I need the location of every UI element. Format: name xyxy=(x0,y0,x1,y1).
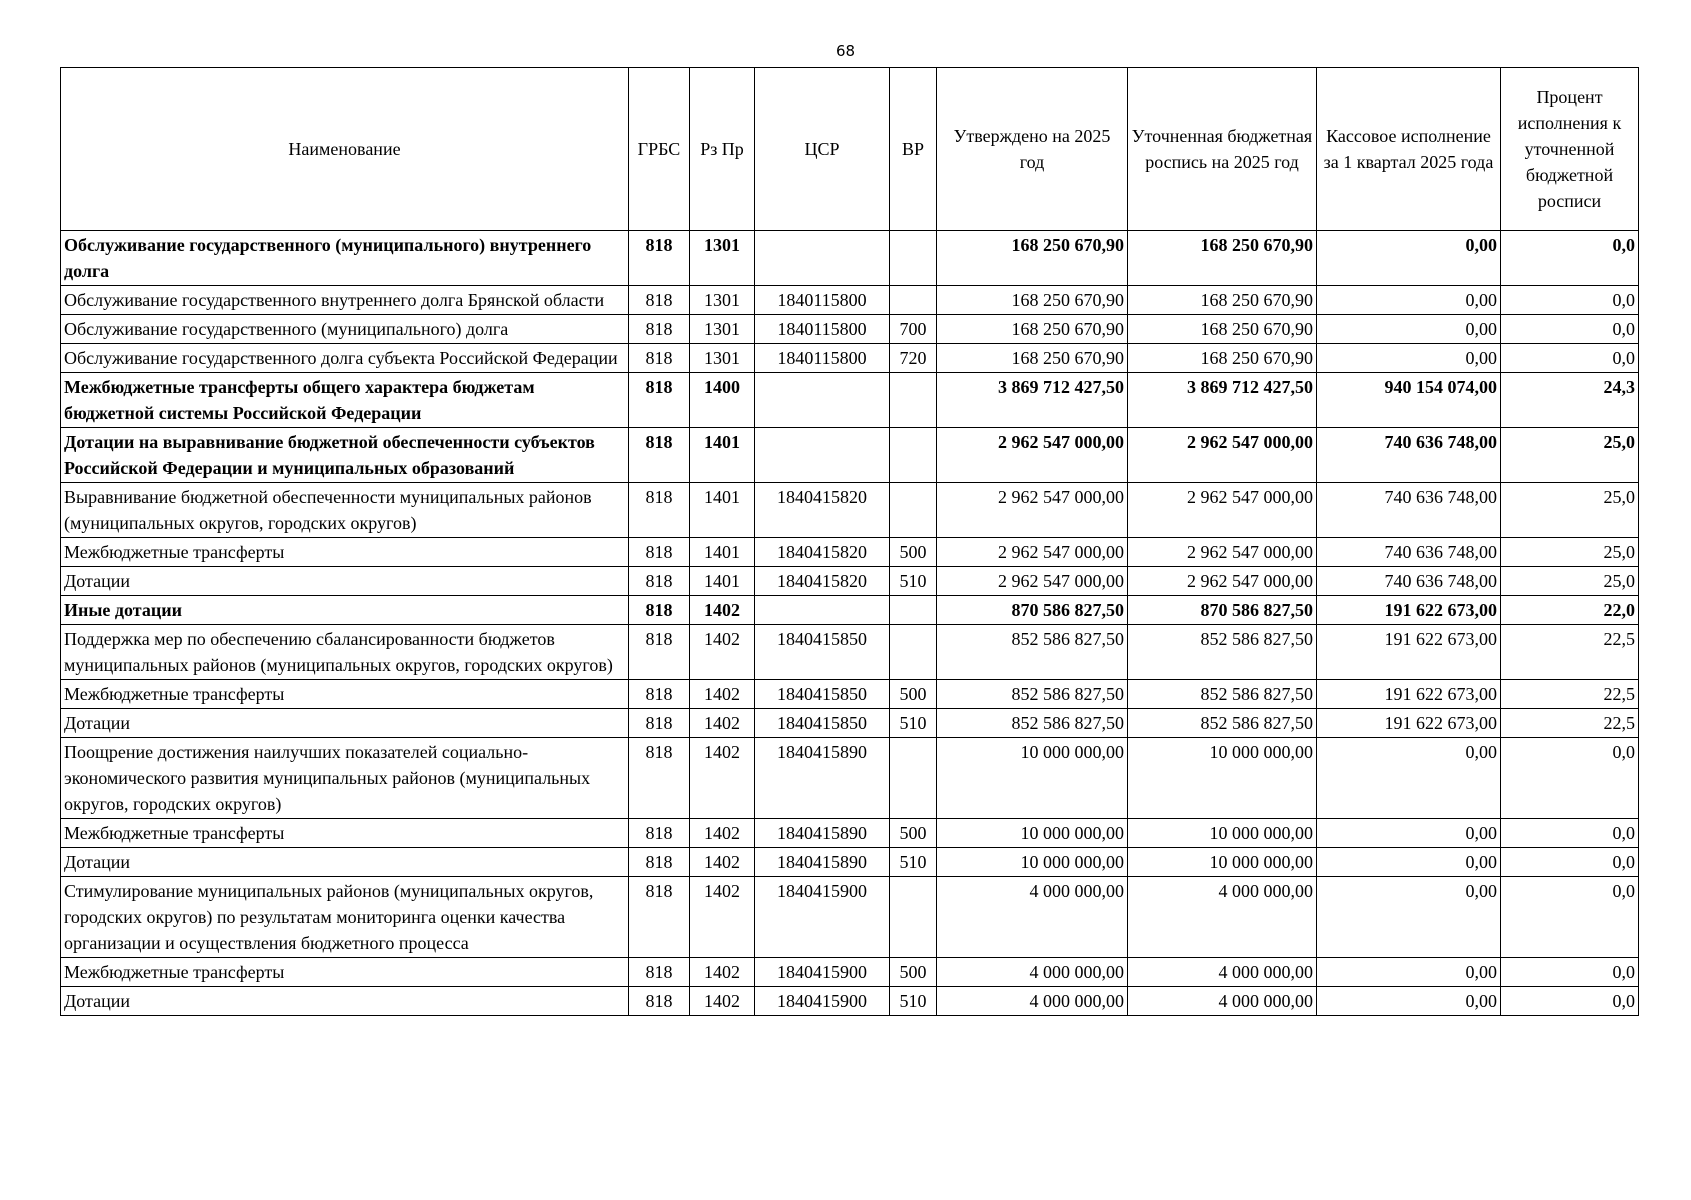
row-name: Дотации xyxy=(61,848,629,877)
row-approved: 2 962 547 000,00 xyxy=(937,428,1128,483)
row-grbs: 818 xyxy=(629,987,690,1016)
row-grbs: 818 xyxy=(629,567,690,596)
row-grbs: 818 xyxy=(629,709,690,738)
table-row xyxy=(61,709,1639,738)
row-rzpr: 1401 xyxy=(690,567,755,596)
row-name: Поощрение достижения наилучших показателей социально-экономического развития муниципальных районов (муниципальных округов, городских округов) xyxy=(61,738,629,819)
row-csr: 1840415850 xyxy=(755,709,890,738)
row-csr: 1840415850 xyxy=(755,625,890,680)
row-percent: 25,0 xyxy=(1501,428,1639,483)
row-revised: 10 000 000,00 xyxy=(1128,819,1317,848)
table-row xyxy=(61,625,1639,680)
row-cash-execution: 740 636 748,00 xyxy=(1317,567,1501,596)
table-row xyxy=(61,987,1639,1016)
row-revised: 2 962 547 000,00 xyxy=(1128,428,1317,483)
row-revised: 2 962 547 000,00 xyxy=(1128,567,1317,596)
row-approved: 2 962 547 000,00 xyxy=(937,538,1128,567)
row-name: Поддержка мер по обеспечению сбалансированности бюджетов муниципальных районов (муниципальных округов, городских округов) xyxy=(61,625,629,680)
row-grbs: 818 xyxy=(629,483,690,538)
row-rzpr: 1401 xyxy=(690,483,755,538)
row-percent: 0,0 xyxy=(1501,848,1639,877)
row-vr: 500 xyxy=(890,958,937,987)
table-row xyxy=(61,567,1639,596)
row-cash-execution: 191 622 673,00 xyxy=(1317,596,1501,625)
row-csr: 1840115800 xyxy=(755,315,890,344)
row-name: Иные дотации xyxy=(61,596,629,625)
row-revised: 870 586 827,50 xyxy=(1128,596,1317,625)
row-cash-execution: 0,00 xyxy=(1317,315,1501,344)
row-rzpr: 1402 xyxy=(690,596,755,625)
row-percent: 22,5 xyxy=(1501,625,1639,680)
table-row xyxy=(61,848,1639,877)
row-csr xyxy=(755,596,890,625)
row-revised: 168 250 670,90 xyxy=(1128,344,1317,373)
table-row xyxy=(61,680,1639,709)
row-rzpr: 1402 xyxy=(690,819,755,848)
row-cash-execution: 0,00 xyxy=(1317,344,1501,373)
row-rzpr: 1301 xyxy=(690,315,755,344)
page-number: 68 xyxy=(835,42,856,60)
row-grbs: 818 xyxy=(629,428,690,483)
row-vr xyxy=(890,286,937,315)
budget-execution-table xyxy=(60,67,1639,1016)
row-revised: 852 586 827,50 xyxy=(1128,709,1317,738)
header-revised: Уточненная бюджетная роспись на 2025 год xyxy=(1128,68,1317,231)
row-vr: 510 xyxy=(890,709,937,738)
row-percent: 0,0 xyxy=(1501,958,1639,987)
header-csr: ЦСР xyxy=(755,68,890,231)
row-vr xyxy=(890,877,937,958)
row-approved: 4 000 000,00 xyxy=(937,958,1128,987)
row-csr xyxy=(755,373,890,428)
row-percent: 0,0 xyxy=(1501,315,1639,344)
row-rzpr: 1402 xyxy=(690,625,755,680)
row-cash-execution: 0,00 xyxy=(1317,286,1501,315)
row-cash-execution: 940 154 074,00 xyxy=(1317,373,1501,428)
row-cash-execution: 0,00 xyxy=(1317,848,1501,877)
table-row xyxy=(61,538,1639,567)
row-grbs: 818 xyxy=(629,958,690,987)
row-percent: 25,0 xyxy=(1501,538,1639,567)
header-approved: Утверждено на 2025 год xyxy=(937,68,1128,231)
row-vr xyxy=(890,596,937,625)
row-percent: 0,0 xyxy=(1501,877,1639,958)
row-csr: 1840415900 xyxy=(755,987,890,1016)
row-approved: 852 586 827,50 xyxy=(937,680,1128,709)
row-rzpr: 1401 xyxy=(690,428,755,483)
row-name: Межбюджетные трансферты xyxy=(61,680,629,709)
row-cash-execution: 191 622 673,00 xyxy=(1317,680,1501,709)
row-rzpr: 1402 xyxy=(690,738,755,819)
row-cash-execution: 0,00 xyxy=(1317,819,1501,848)
header-vr: ВР xyxy=(890,68,937,231)
row-cash-execution: 0,00 xyxy=(1317,877,1501,958)
row-percent: 0,0 xyxy=(1501,231,1639,286)
header-name: Наименование xyxy=(61,68,629,231)
row-rzpr: 1402 xyxy=(690,958,755,987)
table-row xyxy=(61,344,1639,373)
row-revised: 168 250 670,90 xyxy=(1128,231,1317,286)
row-name: Дотации xyxy=(61,987,629,1016)
row-name: Межбюджетные трансферты xyxy=(61,538,629,567)
row-revised: 10 000 000,00 xyxy=(1128,738,1317,819)
row-name: Обслуживание государственного (муниципального) внутреннего долга xyxy=(61,231,629,286)
row-name: Выравнивание бюджетной обеспеченности муниципальных районов (муниципальных округов, городских округов) xyxy=(61,483,629,538)
row-vr: 510 xyxy=(890,987,937,1016)
row-rzpr: 1402 xyxy=(690,987,755,1016)
row-csr: 1840415820 xyxy=(755,483,890,538)
row-rzpr: 1402 xyxy=(690,877,755,958)
row-vr: 720 xyxy=(890,344,937,373)
table-body xyxy=(61,231,1639,1016)
row-name: Межбюджетные трансферты общего характера бюджетам бюджетной системы Российской Федерации xyxy=(61,373,629,428)
row-csr: 1840415890 xyxy=(755,738,890,819)
table-row xyxy=(61,819,1639,848)
table-row xyxy=(61,286,1639,315)
row-grbs: 818 xyxy=(629,877,690,958)
row-cash-execution: 0,00 xyxy=(1317,231,1501,286)
row-revised: 2 962 547 000,00 xyxy=(1128,538,1317,567)
table-row xyxy=(61,483,1639,538)
table-header-row xyxy=(61,68,1639,231)
row-vr: 510 xyxy=(890,567,937,596)
table-row xyxy=(61,738,1639,819)
row-approved: 4 000 000,00 xyxy=(937,877,1128,958)
row-percent: 25,0 xyxy=(1501,567,1639,596)
row-revised: 4 000 000,00 xyxy=(1128,958,1317,987)
header-cash-execution: Кассовое исполнение за 1 квартал 2025 года xyxy=(1317,68,1501,231)
row-approved: 3 869 712 427,50 xyxy=(937,373,1128,428)
row-rzpr: 1402 xyxy=(690,680,755,709)
table-row xyxy=(61,315,1639,344)
row-vr: 500 xyxy=(890,538,937,567)
row-cash-execution: 740 636 748,00 xyxy=(1317,538,1501,567)
row-approved: 870 586 827,50 xyxy=(937,596,1128,625)
row-csr: 1840115800 xyxy=(755,286,890,315)
row-grbs: 818 xyxy=(629,625,690,680)
row-vr xyxy=(890,373,937,428)
row-grbs: 818 xyxy=(629,315,690,344)
row-approved: 852 586 827,50 xyxy=(937,625,1128,680)
row-csr: 1840415900 xyxy=(755,877,890,958)
row-percent: 0,0 xyxy=(1501,286,1639,315)
row-vr xyxy=(890,738,937,819)
row-name: Межбюджетные трансферты xyxy=(61,819,629,848)
header-grbs: ГРБС xyxy=(629,68,690,231)
table-row xyxy=(61,958,1639,987)
row-revised: 3 869 712 427,50 xyxy=(1128,373,1317,428)
row-grbs: 818 xyxy=(629,848,690,877)
row-grbs: 818 xyxy=(629,738,690,819)
row-csr xyxy=(755,428,890,483)
row-csr: 1840415890 xyxy=(755,848,890,877)
row-cash-execution: 0,00 xyxy=(1317,958,1501,987)
row-grbs: 818 xyxy=(629,538,690,567)
row-revised: 2 962 547 000,00 xyxy=(1128,483,1317,538)
row-percent: 22,5 xyxy=(1501,709,1639,738)
row-vr xyxy=(890,483,937,538)
row-vr xyxy=(890,625,937,680)
row-revised: 4 000 000,00 xyxy=(1128,877,1317,958)
header-rzpr: Рз Пр xyxy=(690,68,755,231)
row-vr: 500 xyxy=(890,680,937,709)
row-percent: 0,0 xyxy=(1501,738,1639,819)
row-revised: 168 250 670,90 xyxy=(1128,315,1317,344)
row-grbs: 818 xyxy=(629,819,690,848)
row-cash-execution: 191 622 673,00 xyxy=(1317,709,1501,738)
row-grbs: 818 xyxy=(629,373,690,428)
row-revised: 852 586 827,50 xyxy=(1128,625,1317,680)
table-row xyxy=(61,231,1639,286)
row-rzpr: 1401 xyxy=(690,538,755,567)
row-name: Дотации на выравнивание бюджетной обеспеченности субъектов Российской Федерации и муниципальных образований xyxy=(61,428,629,483)
row-percent: 22,5 xyxy=(1501,680,1639,709)
table-row xyxy=(61,428,1639,483)
row-rzpr: 1402 xyxy=(690,848,755,877)
row-name: Обслуживание государственного (муниципального) долга xyxy=(61,315,629,344)
row-vr xyxy=(890,231,937,286)
row-csr: 1840415890 xyxy=(755,819,890,848)
row-approved: 852 586 827,50 xyxy=(937,709,1128,738)
table-row xyxy=(61,596,1639,625)
row-grbs: 818 xyxy=(629,596,690,625)
row-approved: 168 250 670,90 xyxy=(937,231,1128,286)
row-approved: 168 250 670,90 xyxy=(937,344,1128,373)
row-revised: 852 586 827,50 xyxy=(1128,680,1317,709)
row-percent: 0,0 xyxy=(1501,344,1639,373)
row-percent: 24,3 xyxy=(1501,373,1639,428)
row-vr: 500 xyxy=(890,819,937,848)
row-cash-execution: 740 636 748,00 xyxy=(1317,428,1501,483)
row-name: Межбюджетные трансферты xyxy=(61,958,629,987)
table-row xyxy=(61,373,1639,428)
row-grbs: 818 xyxy=(629,344,690,373)
row-percent: 22,0 xyxy=(1501,596,1639,625)
row-approved: 168 250 670,90 xyxy=(937,315,1128,344)
row-cash-execution: 740 636 748,00 xyxy=(1317,483,1501,538)
row-csr: 1840415820 xyxy=(755,567,890,596)
row-revised: 4 000 000,00 xyxy=(1128,987,1317,1016)
row-revised: 168 250 670,90 xyxy=(1128,286,1317,315)
header-execution-percent: Процент исполнения к уточненной бюджетной росписи xyxy=(1501,68,1639,231)
row-csr xyxy=(755,231,890,286)
row-name: Дотации xyxy=(61,709,629,738)
row-percent: 25,0 xyxy=(1501,483,1639,538)
row-csr: 1840415820 xyxy=(755,538,890,567)
row-cash-execution: 191 622 673,00 xyxy=(1317,625,1501,680)
row-revised: 10 000 000,00 xyxy=(1128,848,1317,877)
row-percent: 0,0 xyxy=(1501,987,1639,1016)
row-approved: 10 000 000,00 xyxy=(937,819,1128,848)
row-rzpr: 1301 xyxy=(690,286,755,315)
row-approved: 2 962 547 000,00 xyxy=(937,483,1128,538)
row-percent: 0,0 xyxy=(1501,819,1639,848)
row-rzpr: 1400 xyxy=(690,373,755,428)
row-name: Стимулирование муниципальных районов (муниципальных округов, городских округов) по результатам мониторинга оценки качества организации и осуществления бюджетного процесса xyxy=(61,877,629,958)
row-rzpr: 1301 xyxy=(690,231,755,286)
row-approved: 10 000 000,00 xyxy=(937,848,1128,877)
row-csr: 1840415850 xyxy=(755,680,890,709)
row-vr xyxy=(890,428,937,483)
row-approved: 4 000 000,00 xyxy=(937,987,1128,1016)
row-name: Обслуживание государственного внутреннего долга Брянской области xyxy=(61,286,629,315)
table-row xyxy=(61,877,1639,958)
row-cash-execution: 0,00 xyxy=(1317,987,1501,1016)
row-vr: 700 xyxy=(890,315,937,344)
row-grbs: 818 xyxy=(629,231,690,286)
row-grbs: 818 xyxy=(629,286,690,315)
row-cash-execution: 0,00 xyxy=(1317,738,1501,819)
row-csr: 1840115800 xyxy=(755,344,890,373)
row-rzpr: 1402 xyxy=(690,709,755,738)
row-rzpr: 1301 xyxy=(690,344,755,373)
row-approved: 168 250 670,90 xyxy=(937,286,1128,315)
row-vr: 510 xyxy=(890,848,937,877)
row-approved: 2 962 547 000,00 xyxy=(937,567,1128,596)
row-grbs: 818 xyxy=(629,680,690,709)
row-csr: 1840415900 xyxy=(755,958,890,987)
row-name: Дотации xyxy=(61,567,629,596)
row-name: Обслуживание государственного долга субъекта Российской Федерации xyxy=(61,344,629,373)
row-approved: 10 000 000,00 xyxy=(937,738,1128,819)
